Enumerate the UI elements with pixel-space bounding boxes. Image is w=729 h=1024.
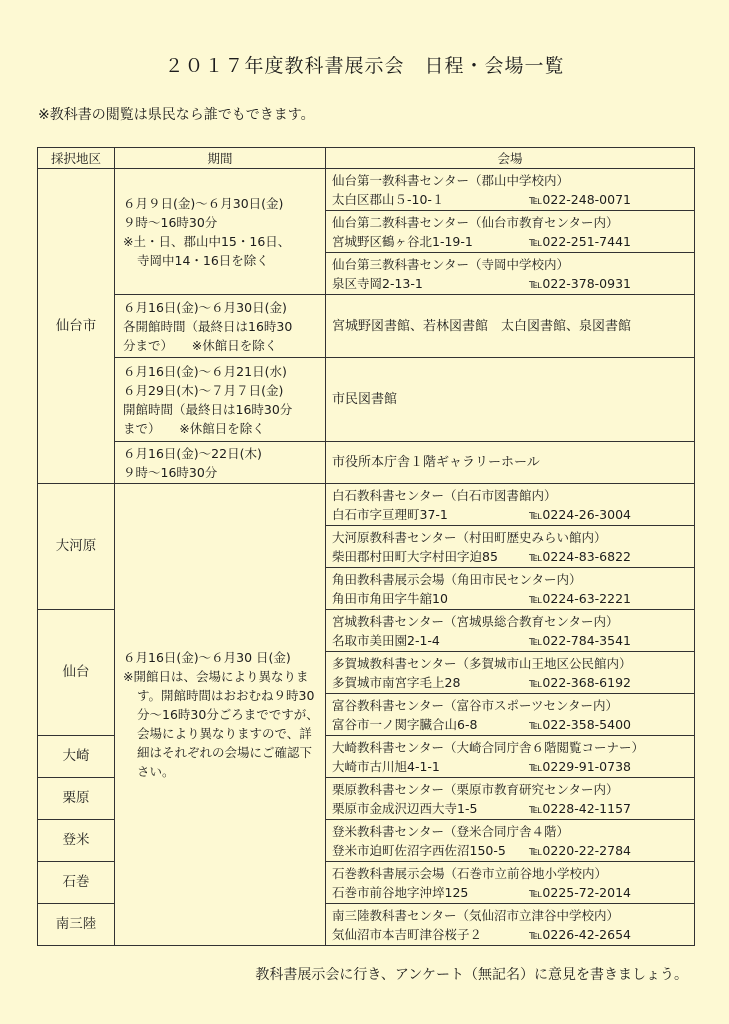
schedule-table — [37, 147, 695, 946]
venue-cell: 白石教科書センター（白石市図書館内） 白石市字亘理町37-1 ℡0224-26-3004 — [326, 484, 695, 526]
period-cell: ６月16日(金)～６月21日(水) ６月29日(木)～７月７日(金) 開館時間（最終日は16時30分 まで） ※休館日を除く — [115, 358, 326, 442]
venue-cell: 多賀城教科書センター（多賀城市山王地区公民館内） 多賀城市南宮字毛上28 ℡022-368-6192 — [326, 652, 695, 694]
period-cell: ６月９日(金)～６月30日(金) ９時～16時30分 ※土・日、郡山中15・16日、 寺岡中14・16日を除く — [115, 169, 326, 295]
header-venue: 会場 — [326, 148, 695, 169]
venue-cell: 仙台第三教科書センター（寺岡中学校内） 泉区寺岡2-13-1 ℡022-378-0931 — [326, 253, 695, 295]
area-osaki: 大崎 — [38, 736, 115, 778]
table-row — [38, 442, 695, 484]
note-text: ※教科書の閲覧は県民なら誰でもできます。 — [38, 107, 315, 123]
page-title: ２０１７年度教科書展示会 日程・会場一覧 — [164, 55, 565, 77]
venue-cell: 市民図書館 — [326, 358, 695, 442]
area-ogawara: 大河原 — [38, 484, 115, 610]
period-cell: ６月16日(金)～６月30 日(金) ※開館日は、会場により異なります。開館時間はおおむね９時30分～16時30分ごろまでですが、会場により異なりますので、詳細はそれぞれの会場にご確認下さい。 — [115, 484, 326, 946]
table-row — [38, 295, 695, 358]
area-sendai-city: 仙台市 — [38, 169, 115, 484]
venue-cell: 大崎教科書センター（大崎合同庁舎６階閲覧コーナー） 大崎市古川旭4-1-1 ℡0229-91-0738 — [326, 736, 695, 778]
area-tome: 登米 — [38, 820, 115, 862]
area-kurihara: 栗原 — [38, 778, 115, 820]
venue-cell: 角田教科書展示会場（角田市民センター内） 角田市角田字牛舘10 ℡0224-63-2221 — [326, 568, 695, 610]
venue-cell: 宮城教科書センター（宮城県総合教育センター内） 名取市美田園2-1-4 ℡022-784-3541 — [326, 610, 695, 652]
venue-cell: 石巻教科書展示会場（石巻市立前谷地小学校内） 石巻市前谷地字沖埣125 ℡0225-72-2014 — [326, 862, 695, 904]
venue-cell: 市役所本庁舎１階ギャラリーホール — [326, 442, 695, 484]
area-ishinomaki: 石巻 — [38, 862, 115, 904]
venue-cell: 仙台第二教科書センター（仙台市教育センター内） 宮城野区鶴ヶ谷北1-19-1 ℡022-251-7441 — [326, 211, 695, 253]
table-row — [38, 169, 695, 211]
venue-cell: 大河原教科書センター（村田町歴史みらい館内） 柴田郡村田町大字村田字迫85 ℡0224-83-6822 — [326, 526, 695, 568]
period-cell: ６月16日(金)～６月30日(金) 各開館時間（最終日は16時30 分まで） ※休館日を除く — [115, 295, 326, 358]
header-period: 期間 — [115, 148, 326, 169]
header-area: 採択地区 — [38, 148, 115, 169]
venue-cell: 富谷教科書センター（富谷市スポーツセンター内） 富谷市一ノ関字臓合山6-8 ℡022-358-5400 — [326, 694, 695, 736]
venue-cell: 南三陸教科書センター（気仙沼市立津谷中学校内） 気仙沼市本吉町津谷桜子２ ℡0226-42-2654 — [326, 904, 695, 946]
table-row — [38, 358, 695, 442]
area-sendai: 仙台 — [38, 610, 115, 736]
period-cell: ６月16日(金)～22日(木) ９時～16時30分 — [115, 442, 326, 484]
venue-cell: 栗原教科書センター（栗原市教育研究センター内） 栗原市金成沢辺西大寺1-5 ℡0228-42-1157 — [326, 778, 695, 820]
footer-text: 教科書展示会に行き、アンケート（無記名）に意見を書きましょう。 — [255, 967, 688, 983]
venue-cell: 宮城野図書館、若林図書館 太白図書館、泉図書館 — [326, 295, 695, 358]
table-row — [38, 484, 695, 526]
venue-cell: 仙台第一教科書センター（郡山中学校内） 太白区郡山５-10-１ ℡022-248-0071 — [326, 169, 695, 211]
area-minamisanriku: 南三陸 — [38, 904, 115, 946]
venue-cell: 登米教科書センター（登米合同庁舎４階） 登米市迫町佐沼字西佐沼150-5 ℡0220-22-2784 — [326, 820, 695, 862]
table-header-row — [38, 148, 695, 169]
